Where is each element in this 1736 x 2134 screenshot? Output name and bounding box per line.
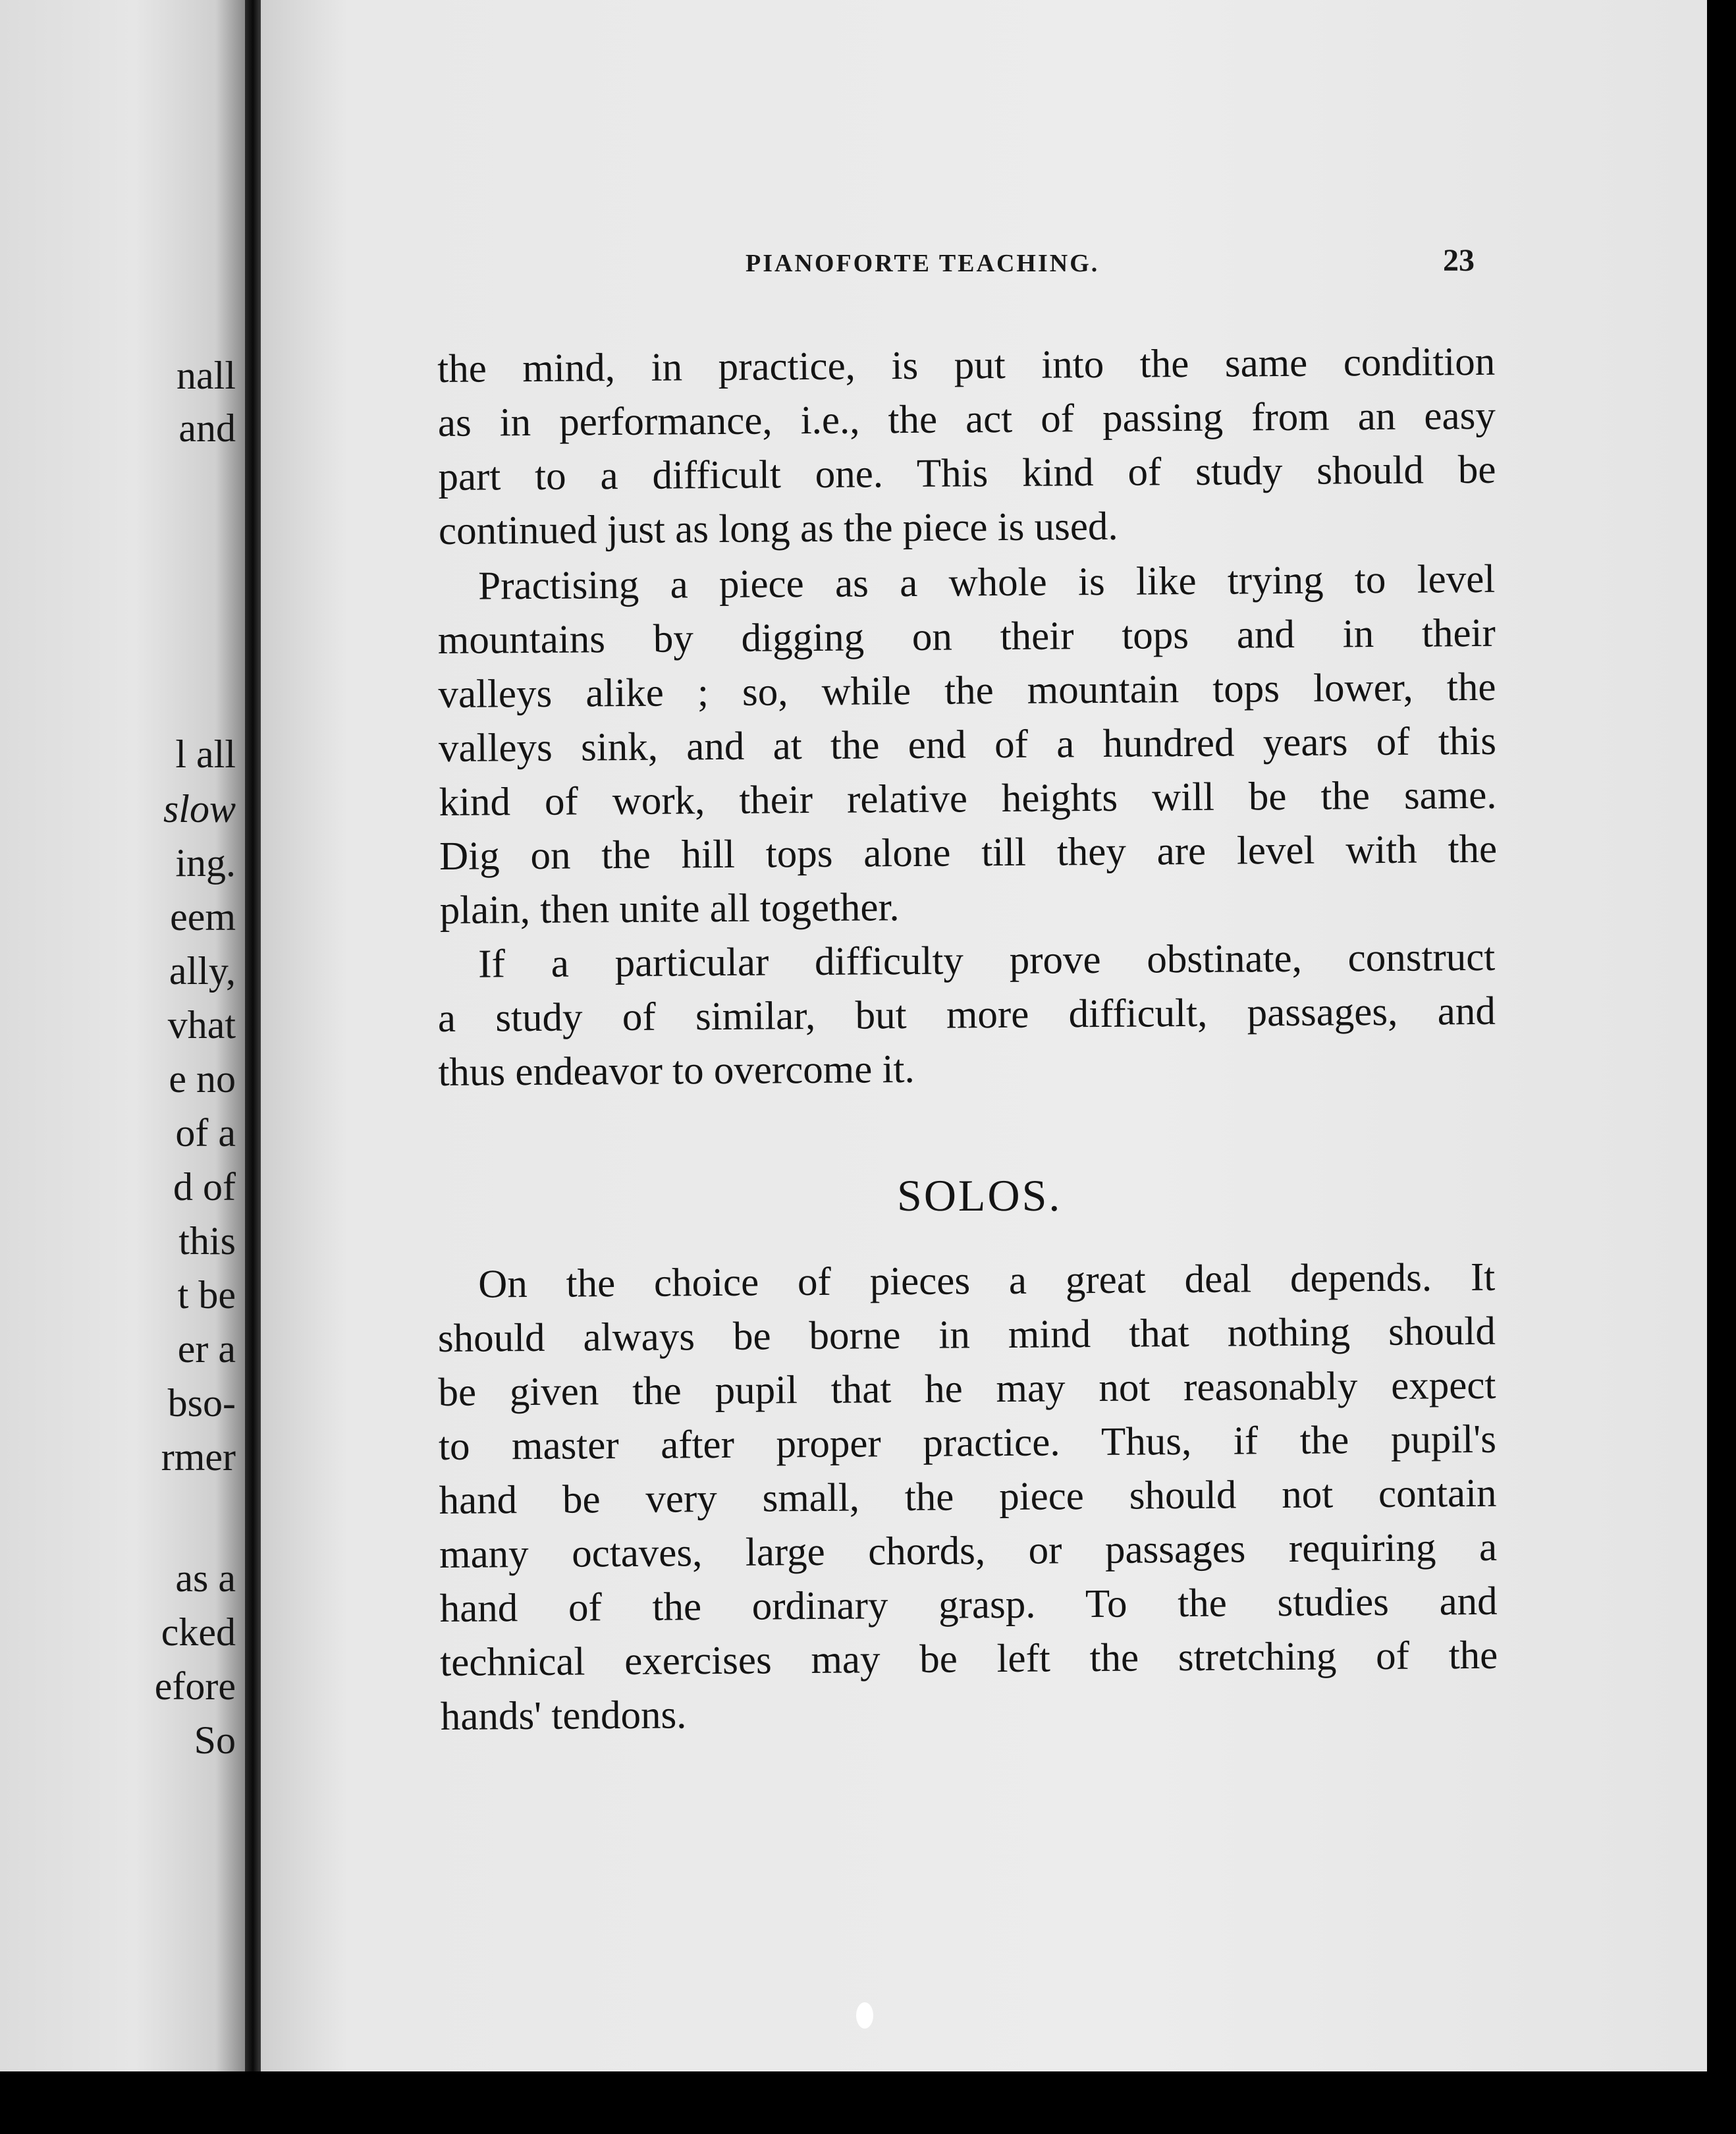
left-page-text-fragment: slow: [163, 787, 236, 831]
text-line: hands' tendons.: [440, 1693, 687, 1739]
text-line: the mind, in practice, is put into the same condition: [437, 339, 1496, 391]
text-line: hand be very small, the piece should not contain: [439, 1471, 1497, 1523]
text-line: valleys alike ; so, while the mountain tops lower, the: [438, 665, 1496, 717]
text-line: mountains by digging on their tops and in their: [437, 611, 1496, 663]
scan-speck: [856, 2002, 873, 2029]
left-page-text-fragment: rmer: [161, 1435, 236, 1479]
text-line: should always be borne in mind that nothing should: [437, 1309, 1496, 1361]
left-page-text-fragment: this: [178, 1219, 236, 1263]
left-page-text-fragment: er a: [177, 1327, 236, 1371]
text-line: kind of work, their relative heights will be the same.: [439, 773, 1497, 825]
left-page-text-fragment: bso-: [167, 1381, 236, 1425]
text-line: technical exercises may be left the stretching of the: [440, 1633, 1498, 1685]
text-line: hand of the ordinary grasp. To the studies and: [439, 1579, 1498, 1631]
right-page: [261, 0, 1707, 2071]
paragraph-3: [437, 931, 1496, 1100]
left-page-text-fragment: as a: [175, 1556, 236, 1600]
text-line: to master after proper practice. Thus, if the pupil's: [438, 1417, 1497, 1469]
left-page-text-fragment: vhat: [167, 1003, 236, 1047]
paragraph-2: [437, 553, 1498, 938]
text-line: valleys sink, and at the end of a hundred years of this: [438, 719, 1497, 771]
text-line: If a particular difficulty prove obstinate, construct: [478, 935, 1496, 987]
page-number: 23: [1443, 243, 1475, 278]
left-page-text-fragment: d of: [173, 1165, 236, 1209]
text-line: plain, then unite all together.: [439, 885, 900, 933]
paragraph-1: [437, 335, 1496, 559]
paragraph-4: [437, 1251, 1498, 1744]
left-page-text-fragment: of a: [175, 1111, 236, 1155]
text-line: be given the pupil that he may not reasonably expect: [438, 1363, 1496, 1415]
running-header: PIANOFORTE TEACHING.: [746, 250, 1100, 277]
text-line: Dig on the hill tops alone till they are level with the: [439, 827, 1498, 879]
left-page-text-fragment: cked: [161, 1610, 236, 1654]
left-page-text-fragment: ally,: [169, 949, 236, 993]
text-line: a study of similar, but more difficult, passages, and: [437, 989, 1496, 1041]
left-page-text-fragment: So: [194, 1718, 236, 1762]
left-page-text-fragment: nall: [176, 354, 236, 397]
left-page-text-fragment: l all: [175, 732, 236, 776]
left-page-text-fragment: and: [178, 406, 236, 450]
left-page-text-fragment: t be: [177, 1273, 236, 1317]
left-page: [0, 0, 245, 2071]
text-line: as in performance, i.e., the act of passing from an easy: [437, 393, 1496, 445]
left-page-text-fragment: efore: [154, 1664, 236, 1708]
text-line: thus endeavor to overcome it.: [438, 1047, 915, 1095]
section-heading: SOLOS.: [897, 1170, 1062, 1220]
left-page-text-fragment: eem: [170, 895, 236, 939]
book-gutter: [245, 0, 261, 2071]
left-page-text-fragment: ing.: [175, 841, 236, 885]
text-line: Practising a piece as a whole is like trying to level: [478, 557, 1496, 609]
text-line: continued just as long as the piece is used.: [438, 504, 1118, 553]
text-line: On the choice of pieces a great deal depends. It: [478, 1255, 1496, 1307]
left-page-text-fragment: e no: [169, 1057, 236, 1101]
text-line: many octaves, large chords, or passages requiring a: [439, 1525, 1498, 1577]
text-line: part to a difficult one. This kind of study should be: [438, 447, 1496, 499]
